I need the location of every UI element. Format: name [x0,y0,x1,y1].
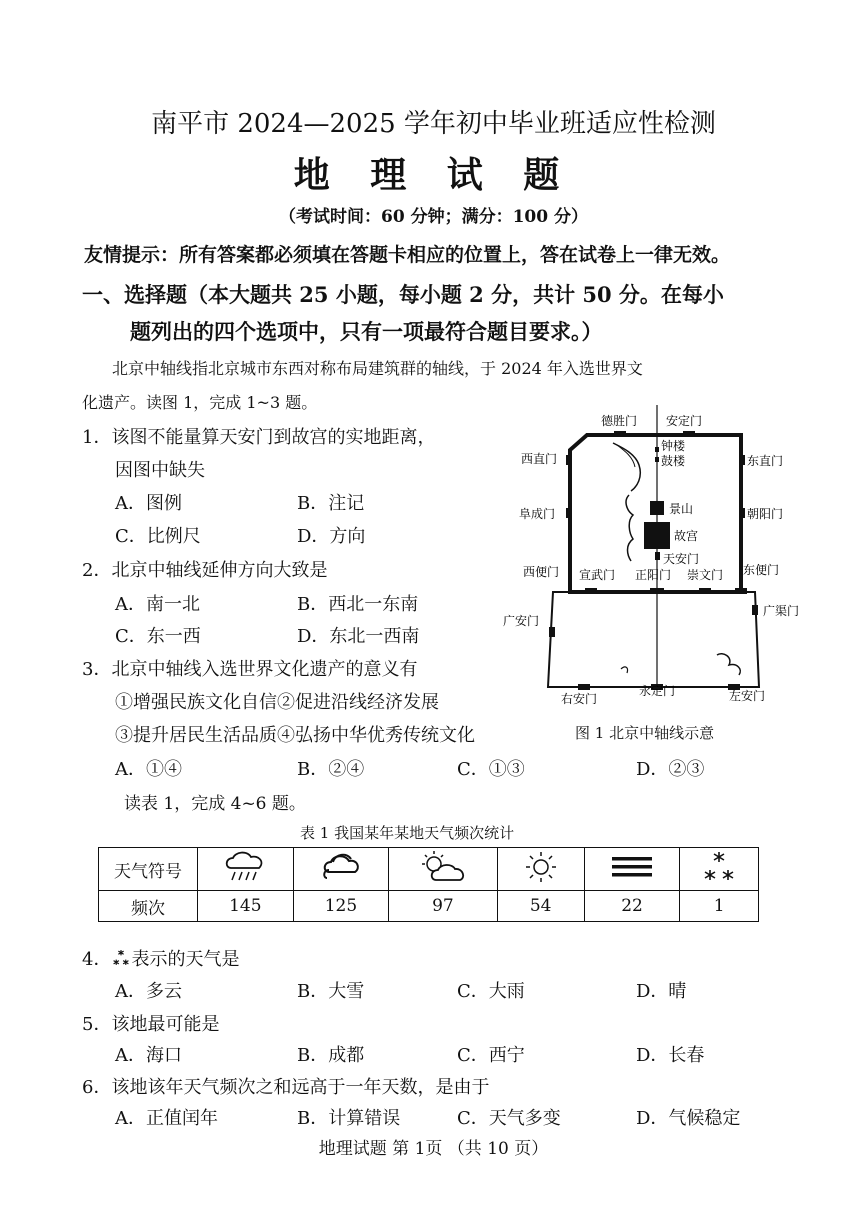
exam-title: 南平市 2024—2025 学年初中毕业班适应性检测 [151,109,716,139]
q3-option-b: B．②④ [297,759,365,780]
table-row-symbols [99,848,759,891]
freq-fog: 22 [584,891,680,922]
label-xuanwumen: 宣武门 [579,568,616,582]
q2-stem: 2．北京中轴线延伸方向大致是 [82,560,328,581]
q1-stem-line2: 因图中缺失 [115,460,205,481]
q3-stem: 3．北京中轴线入选世界文化遗产的意义有 [82,659,418,680]
partly-cloudy-icon [389,848,497,891]
section-heading-line1: 一、选择题（本大题共 25 小题，每小题 2 分，共计 50 分。在每小 [82,282,724,307]
freq-sunny: 54 [497,891,584,922]
table-intro: 读表 1，完成 4~6 题。 [124,794,306,814]
label-jingshan: 景山 [669,502,694,516]
outer-city-wall [548,592,759,687]
intro-line2: 化遗产。读图 1，完成 1~3 题。 [82,393,318,412]
gugong-block [644,522,670,549]
label-zhonglou: 钟楼 [661,439,686,453]
snow-icon [111,949,131,967]
q6-option-c: C．天气多变 [457,1108,561,1129]
section-heading-line2: 题列出的四个选项中，只有一项最符合题目要求。） [130,319,603,344]
label-guangqumen: 广渠门 [763,604,800,618]
label-yongdingmen: 永定门 [639,684,676,698]
q5-stem: 5．该地最可能是 [82,1014,220,1035]
sunny-icon [497,848,584,891]
q1-option-c: C．比例尺 [115,526,201,547]
q3-option-d: D．②③ [636,759,705,780]
q4-option-d: D．晴 [636,981,687,1002]
snow-icon [680,848,759,891]
q4-option-b: B．大雪 [297,981,365,1002]
table-row-frequency [99,891,759,922]
row2-header: 频次 [99,891,198,922]
label-chaoyangmen: 朝阳门 [747,507,784,521]
q1-option-d: D．方向 [297,526,366,547]
label-fuchengmen: 阜成门 [519,507,556,521]
q6-option-b: B．计算错误 [297,1108,401,1129]
label-dongbianmen: 东便门 [743,563,780,577]
q4-option-c: C．大雨 [457,981,525,1002]
label-gugong: 故宫 [674,529,699,543]
q4-number: 4． [82,949,112,970]
exam-note: （考试时间：60 分钟；满分：100 分） [279,207,588,227]
label-tiananmen: 天安门 [663,552,700,566]
page-footer: 地理试题 第 1页 （共 10 页） [318,1139,549,1159]
label-zuoanmen: 左安门 [729,689,766,703]
row1-header: 天气符号 [99,848,198,891]
q3-statement-line1: ①增强民族文化自信②促进沿线经济发展 [115,692,439,713]
label-chongwenmen: 崇文门 [687,568,724,582]
label-deshengmen: 德胜门 [601,414,638,428]
rain-icon [198,848,294,891]
q6-option-a: A．正值闰年 [115,1108,218,1129]
q4-stem [82,945,239,971]
q1-option-b: B．注记 [297,493,365,514]
freq-cloudy: 125 [293,891,389,922]
q5-option-b: B．成都 [297,1045,365,1066]
q1-option-a: A．图例 [115,493,182,514]
label-xibianmen: 西便门 [523,565,560,579]
jingshan-block [650,501,664,515]
intro-line1: 北京中轴线指北京城市东西对称布局建筑群的轴线，于 2024 年入选世界文 [112,359,643,378]
q5-option-c: C．西宁 [457,1045,525,1066]
q5-option-d: D．长春 [636,1045,705,1066]
q4-stem-text: 表示的天气是 [131,949,240,970]
label-youanmen: 右安门 [561,692,598,706]
q6-stem: 6．该地该年天气频次之和远高于一年天数，是由于 [82,1077,490,1098]
beijing-axis-map [503,405,813,710]
table1-caption: 表 1 我国某年某地天气频次统计 [300,824,515,842]
cloudy-icon [293,848,389,891]
q1-stem-line1: 1．该图不能量算天安门到故宫的实地距离， [82,427,436,448]
freq-snow: 1 [680,891,759,922]
freq-rain: 145 [198,891,294,922]
fog-icon [584,848,680,891]
weather-frequency-table [98,847,759,922]
q2-option-a: A．南一北 [115,594,200,615]
q3-option-c: C．①③ [457,759,525,780]
figure1-caption: 图 1 北京中轴线示意 [575,724,715,742]
label-zhengyangmen: 正阳门 [635,568,672,582]
q2-option-c: C．东一西 [115,626,201,647]
freq-partly-cloudy: 97 [389,891,497,922]
friendly-tip: 友情提示：所有答案都必须填在答题卡相应的位置上，答在试卷上一律无效。 [84,244,731,266]
label-dongzhimen: 东直门 [747,454,784,468]
q2-option-b: B．西北一东南 [297,594,419,615]
label-andingmen: 安定门 [666,414,703,428]
label-guanganmen: 广安门 [503,614,540,628]
subject-title: 地 理 试 题 [293,154,574,196]
label-xizhimen: 西直门 [521,452,558,466]
q3-option-a: A．①④ [115,759,182,780]
q6-option-d: D．气候稳定 [636,1108,741,1129]
q3-statement-line2: ③提升居民生活品质④弘扬中华优秀传统文化 [115,725,475,746]
q5-option-a: A．海口 [115,1045,182,1066]
q4-option-a: A．多云 [115,981,182,1002]
q2-option-d: D．东北一西南 [297,626,420,647]
label-gulou: 鼓楼 [661,454,686,468]
